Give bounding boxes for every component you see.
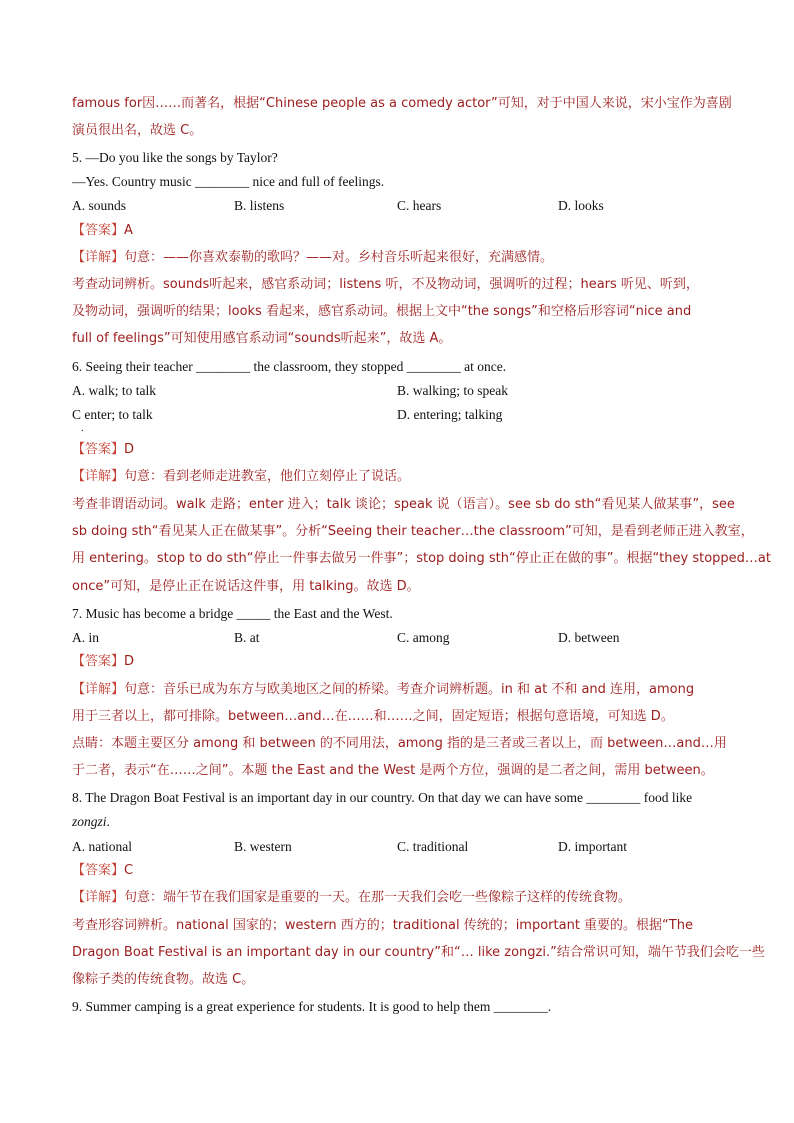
q4-explain-line: famous for因……而著名，根据“Chinese people as a comedy actor”可知，对于中国人来说，宋小宝作为喜剧 (72, 96, 732, 111)
q7-option-d: D. between (558, 630, 620, 645)
q6-answer (72, 441, 134, 459)
q8-explain-line: Dragon Boat Festival is an important day in our country”和“… like zongzi.”结合常识可知，端午节我们会吃一些 (72, 945, 765, 960)
q5-detail (72, 249, 553, 267)
q7-explain-line: 用于三者以上，都可排除。between…and…在……和……之间，固定短语；根据句意语境，可知选 D。 (72, 709, 674, 724)
q5-explain-line: 考查动词辨析。sounds听起来，感官系动词；listens 听，不及物动词，强调听的过程；hears 听见、听到， (72, 277, 699, 292)
detail-label: 【详解】 (72, 469, 125, 484)
q6-detail (72, 468, 410, 486)
answer-label: 【答案】 (72, 863, 125, 878)
q6-option-d: D. entering; talking (397, 407, 503, 422)
q6-explain-line: sb doing sth“看见某人正在做某事”。分析“Seeing their teacher…the classroom”可知，是看到老师正进入教室， (72, 524, 754, 539)
q7-explain-line: 点睛：本题主要区分 among 和 between 的不同用法，among 指的是三者或三者以上，而 between…and…用 (72, 736, 727, 751)
q5-option-b: B. listens (234, 198, 285, 213)
q7-option-a: A. in (72, 630, 99, 645)
answer-label: 【答案】 (72, 223, 125, 238)
q8-option-c: C. traditional (397, 839, 469, 854)
q6-stem: 6. Seeing their teacher ________ the classroom, they stopped ________ at once. (72, 359, 507, 374)
q8-option-b: B. western (234, 839, 292, 854)
q8-answer (72, 862, 133, 880)
q9-stem: 9. Summer camping is a great experience for students. It is good to help them ________. (72, 999, 552, 1014)
q6-explain-line: 考查非谓语动词。walk 走路；enter 进入；talk 谈论；speak 说（语言）。see sb do sth“看见某人做某事”，see (72, 497, 735, 512)
q7-answer (72, 653, 134, 671)
answer-value: D (124, 654, 135, 669)
detail-text: 句意：音乐已成为东方与欧美地区之间的桥梁。考查介词辨析题。in 和 at 不和 and 连用，among (124, 682, 695, 697)
q8-stem: 8. The Dragon Boat Festival is an important day in our country. On that day we can have some ________ food like (72, 790, 693, 805)
answer-value: A (124, 223, 133, 238)
q8-detail (72, 889, 631, 907)
q7-detail (72, 681, 694, 699)
q5-option-c: C. hears (397, 198, 442, 213)
q5-option-d: D. looks (558, 198, 604, 213)
q6-option-c: C enter; to talk (72, 407, 153, 422)
q5-explain-line: full of feelings”可知使用感官系动词“sounds听起来”，故选 A。 (72, 331, 452, 346)
q8-option-a: A. national (72, 839, 132, 854)
q7-option-c: C. among (397, 630, 450, 645)
detail-label: 【详解】 (72, 250, 125, 265)
q8-explain-line: 像粽子类的传统食物。故选 C。 (72, 972, 255, 987)
detail-label: 【详解】 (72, 682, 125, 697)
q8-explain-line: 考查形容词辨析。national 国家的；western 西方的；traditional 传统的；important 重要的。根据“The (72, 918, 693, 933)
q4-explain-line: 演员很出名，故选 C。 (72, 123, 203, 138)
q7-option-b: B. at (234, 630, 260, 645)
q8-stem-line2 (72, 813, 110, 831)
detail-text: 句意：端午节在我们国家是重要的一天。在那一天我们会吃一些像粽子这样的传统食物。 (124, 890, 632, 905)
q5-stem-line2: —Yes. Country music ________ nice and full of feelings. (72, 174, 385, 189)
q5-answer (72, 222, 133, 240)
q8-stem-word: zongzi (72, 814, 107, 829)
q8-option-d: D. important (558, 839, 627, 854)
detail-label: 【详解】 (72, 890, 125, 905)
q8-stem-end: . (106, 814, 110, 829)
q5-stem: 5. —Do you like the songs by Taylor? (72, 150, 278, 165)
stray-dot: . (81, 423, 84, 434)
q7-stem: 7. Music has become a bridge _____ the East and the West. (72, 606, 393, 621)
q7-explain-line: 于二者，表示“在……之间”。本题 the East and the West 是两个方位，强调的是二者之间，需用 between。 (72, 763, 714, 778)
answer-label: 【答案】 (72, 442, 125, 457)
q5-explain-line: 及物动词，强调听的结果；looks 看起来，感官系动词。根据上文中“the songs”和空格后形容词“nice and (72, 304, 692, 319)
q6-option-a: A. walk; to talk (72, 383, 156, 398)
q5-option-a: A. sounds (72, 198, 127, 213)
detail-text: 句意：——你喜欢泰勒的歌吗？——对。乡村音乐听起来很好，充满感情。 (124, 250, 554, 265)
answer-label: 【答案】 (72, 654, 125, 669)
q6-option-b: B. walking; to speak (397, 383, 508, 398)
q6-explain-line: once”可知，是停止正在说话这件事，用 talking。故选 D。 (72, 579, 420, 594)
answer-value: C (124, 863, 134, 878)
detail-text: 句意：看到老师走进教室，他们立刻停止了说话。 (124, 469, 411, 484)
answer-value: D (124, 442, 135, 457)
q6-explain-line: 用 entering。stop to do sth“停止一件事去做另一件事”；stop doing sth“停止正在做的事”。根据“they stopped…at (72, 551, 771, 566)
